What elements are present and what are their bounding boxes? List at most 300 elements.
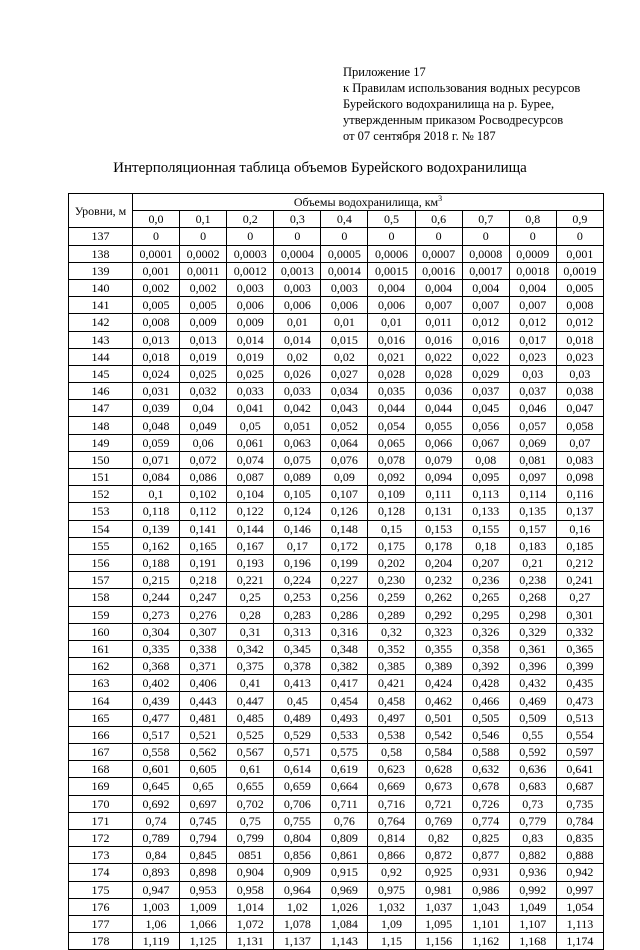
volume-cell: 0,03 <box>509 365 556 382</box>
volume-cell: 0,428 <box>462 675 509 692</box>
volume-cell: 0,396 <box>509 658 556 675</box>
volume-cell: 0,909 <box>274 864 321 881</box>
table-row <box>69 709 604 726</box>
volume-cell: 0,286 <box>321 606 368 623</box>
volume-cell: 0,969 <box>321 881 368 898</box>
volume-cell: 1,15 <box>368 933 415 950</box>
volume-cell: 0,148 <box>321 520 368 537</box>
volume-cell: 0,052 <box>321 417 368 434</box>
volume-cell: 1,02 <box>274 898 321 915</box>
volume-cell: 0,253 <box>274 589 321 606</box>
table-row <box>69 658 604 675</box>
volume-cell: 0,215 <box>133 572 180 589</box>
level-cell: 164 <box>69 692 133 709</box>
volume-cell: 0,023 <box>556 348 603 365</box>
table-row <box>69 778 604 795</box>
volume-cell: 0,58 <box>368 744 415 761</box>
volume-cell: 0,462 <box>415 692 462 709</box>
table-row <box>69 572 604 589</box>
volume-cell: 0,799 <box>227 829 274 846</box>
appendix-line: Бурейского водохранилища на р. Бурее, <box>343 97 555 111</box>
volume-cell: 0,664 <box>321 778 368 795</box>
volume-cell: 0,402 <box>133 675 180 692</box>
level-cell: 147 <box>69 400 133 417</box>
volume-cell: 0,0016 <box>415 262 462 279</box>
table-row <box>69 692 604 709</box>
volume-cell: 0,326 <box>462 623 509 640</box>
volume-cell: 0,517 <box>133 726 180 743</box>
volume-cell: 0,185 <box>556 537 603 554</box>
volume-cell: 0,958 <box>227 881 274 898</box>
volume-cell: 0,382 <box>321 658 368 675</box>
volume-cell: 0,111 <box>415 486 462 503</box>
table-row <box>69 451 604 468</box>
volume-cell: 0,304 <box>133 623 180 640</box>
volume-cell: 0,392 <box>462 658 509 675</box>
column-header: 0,7 <box>462 211 509 228</box>
volume-cell: 0,003 <box>274 279 321 296</box>
level-cell: 167 <box>69 744 133 761</box>
volume-cell: 0,212 <box>556 554 603 571</box>
volume-cell: 0,856 <box>274 847 321 864</box>
level-cell: 176 <box>69 898 133 915</box>
volume-cell: 0,004 <box>509 279 556 296</box>
table-row <box>69 795 604 812</box>
volume-cell: 1,107 <box>509 915 556 932</box>
volume-cell: 0,92 <box>368 864 415 881</box>
volume-cell: 0,162 <box>133 537 180 554</box>
volume-cell: 0,035 <box>368 383 415 400</box>
volume-cell: 0,165 <box>180 537 227 554</box>
table-row <box>69 829 604 846</box>
volume-cell: 0,139 <box>133 520 180 537</box>
volume-cell: 0,049 <box>180 417 227 434</box>
volume-cell: 0,109 <box>368 486 415 503</box>
document-title: Интерполяционная таблица объемов Бурейского водохранилища <box>113 160 527 176</box>
volume-cell: 0,915 <box>321 864 368 881</box>
level-cell: 169 <box>69 778 133 795</box>
volume-cell: 0,230 <box>368 572 415 589</box>
volume-cell: 0,032 <box>180 383 227 400</box>
volume-cell: 0,046 <box>509 400 556 417</box>
column-header: 0,8 <box>509 211 556 228</box>
appendix-line: утвержденным приказом Росводресурсов <box>343 113 564 127</box>
volume-cell: 0,021 <box>368 348 415 365</box>
volume-cell: 0,558 <box>133 744 180 761</box>
volume-cell: 0,659 <box>274 778 321 795</box>
volume-cell: 1,078 <box>274 915 321 932</box>
volume-cell: 0,533 <box>321 726 368 743</box>
volume-cell: 0,0014 <box>321 262 368 279</box>
volume-cell: 0,015 <box>321 331 368 348</box>
volume-cell: 0,041 <box>227 400 274 417</box>
volume-cell: 0,224 <box>274 572 321 589</box>
volume-cell: 0,706 <box>274 795 321 812</box>
table-row <box>69 744 604 761</box>
level-cell: 158 <box>69 589 133 606</box>
volume-cell: 0,784 <box>556 812 603 829</box>
table-row <box>69 864 604 881</box>
volume-cell: 1,037 <box>415 898 462 915</box>
volume-cell: 0,221 <box>227 572 274 589</box>
level-cell: 165 <box>69 709 133 726</box>
volume-cell: 0,019 <box>180 348 227 365</box>
volume-cell: 0,845 <box>180 847 227 864</box>
volume-cell: 0851 <box>227 847 274 864</box>
volume-cell: 0,619 <box>321 761 368 778</box>
volume-cell: 0,417 <box>321 675 368 692</box>
level-cell: 153 <box>69 503 133 520</box>
volume-cell: 0,882 <box>509 847 556 864</box>
volume-cell: 0,044 <box>368 400 415 417</box>
volume-cell: 0,82 <box>415 829 462 846</box>
levels-header: Уровни, м <box>69 194 133 228</box>
volume-cell: 0,505 <box>462 709 509 726</box>
volume-cell: 0,183 <box>509 537 556 554</box>
volume-cell: 0,047 <box>556 400 603 417</box>
volume-cell: 0,064 <box>321 434 368 451</box>
volume-cell: 0,292 <box>415 606 462 623</box>
volume-cell: 0,443 <box>180 692 227 709</box>
volume-cell: 1,137 <box>274 933 321 950</box>
volume-cell: 0,013 <box>180 331 227 348</box>
volume-cell: 0 <box>133 228 180 245</box>
table-row <box>69 228 604 245</box>
volume-cell: 0,0006 <box>368 245 415 262</box>
volume-cell: 0,509 <box>509 709 556 726</box>
volume-cell: 1,066 <box>180 915 227 932</box>
volume-cell: 0,866 <box>368 847 415 864</box>
volume-cell: 0,592 <box>509 744 556 761</box>
volume-cell: 0,004 <box>462 279 509 296</box>
volume-cell: 0,307 <box>180 623 227 640</box>
level-cell: 151 <box>69 469 133 486</box>
volume-cell: 0,562 <box>180 744 227 761</box>
volume-cell: 0,175 <box>368 537 415 554</box>
volume-cell: 0,614 <box>274 761 321 778</box>
volume-cell: 0,0009 <box>509 245 556 262</box>
volume-cell: 0,273 <box>133 606 180 623</box>
volume-cell: 0,083 <box>556 451 603 468</box>
volume-cell: 0,236 <box>462 572 509 589</box>
level-cell: 138 <box>69 245 133 262</box>
volume-cell: 0,124 <box>274 503 321 520</box>
volume-cell: 0,997 <box>556 881 603 898</box>
volume-cell: 0,02 <box>321 348 368 365</box>
volume-cell: 0,385 <box>368 658 415 675</box>
volume-cell: 1,009 <box>180 898 227 915</box>
volume-cell: 0,012 <box>462 314 509 331</box>
volume-cell: 1,09 <box>368 915 415 932</box>
volume-cell: 0,84 <box>133 847 180 864</box>
volume-cell: 0,107 <box>321 486 368 503</box>
volume-cell: 0,489 <box>274 709 321 726</box>
volume-cell: 0,809 <box>321 829 368 846</box>
volume-cell: 0,276 <box>180 606 227 623</box>
volume-cell: 0,702 <box>227 795 274 812</box>
volume-cell: 0,191 <box>180 554 227 571</box>
volume-cell: 0,112 <box>180 503 227 520</box>
volume-cell: 0,632 <box>462 761 509 778</box>
volume-cell: 0,016 <box>462 331 509 348</box>
volume-cell: 0,026 <box>274 365 321 382</box>
volume-cell: 0,368 <box>133 658 180 675</box>
volume-cell: 0,485 <box>227 709 274 726</box>
volume-cell: 0,31 <box>227 623 274 640</box>
level-cell: 177 <box>69 915 133 932</box>
volume-cell: 0,025 <box>227 365 274 382</box>
volume-cell: 0,007 <box>415 297 462 314</box>
volume-cell: 0,029 <box>462 365 509 382</box>
volume-cell: 0,092 <box>368 469 415 486</box>
volume-cell: 0,241 <box>556 572 603 589</box>
volumes-header <box>133 194 604 211</box>
volume-cell: 0,0015 <box>368 262 415 279</box>
table-row <box>69 812 604 829</box>
volume-cell: 0,081 <box>509 451 556 468</box>
volume-cell: 0,0012 <box>227 262 274 279</box>
column-header: 0,4 <box>321 211 368 228</box>
volume-cell: 0,167 <box>227 537 274 554</box>
volume-cell: 0,172 <box>321 537 368 554</box>
volume-cell: 0,835 <box>556 829 603 846</box>
volume-cell: 0,012 <box>556 314 603 331</box>
volume-cell: 0,087 <box>227 469 274 486</box>
volume-cell: 0,153 <box>415 520 462 537</box>
volume-cell: 1,162 <box>462 933 509 950</box>
volume-cell: 0,01 <box>368 314 415 331</box>
volume-cell: 0,028 <box>368 365 415 382</box>
volume-cell: 0,329 <box>509 623 556 640</box>
table-row <box>69 675 604 692</box>
volume-cell: 0,018 <box>133 348 180 365</box>
volume-cell: 0,01 <box>274 314 321 331</box>
volume-cell: 0,006 <box>274 297 321 314</box>
volume-cell: 1,095 <box>415 915 462 932</box>
volume-cell: 0,122 <box>227 503 274 520</box>
volume-cell: 0,406 <box>180 675 227 692</box>
volume-cell: 0,227 <box>321 572 368 589</box>
volume-cell: 0,432 <box>509 675 556 692</box>
volume-cell: 0,575 <box>321 744 368 761</box>
volume-cell: 0,289 <box>368 606 415 623</box>
column-header: 0,2 <box>227 211 274 228</box>
volume-cell: 0,001 <box>133 262 180 279</box>
volume-cell: 0,0004 <box>274 245 321 262</box>
volume-cell: 0,735 <box>556 795 603 812</box>
table-row <box>69 915 604 932</box>
volume-cell: 0,538 <box>368 726 415 743</box>
volume-cell: 0,389 <box>415 658 462 675</box>
volume-cell: 0,008 <box>133 314 180 331</box>
volume-cell: 0,006 <box>368 297 415 314</box>
volume-cell: 0,048 <box>133 417 180 434</box>
volume-cell: 0,925 <box>415 864 462 881</box>
volume-cell: 0,0011 <box>180 262 227 279</box>
volume-cell: 0,497 <box>368 709 415 726</box>
volume-cell: 0,204 <box>415 554 462 571</box>
volume-cell: 0,244 <box>133 589 180 606</box>
table-row <box>69 520 604 537</box>
level-cell: 170 <box>69 795 133 812</box>
volume-cell: 0,726 <box>462 795 509 812</box>
level-cell: 166 <box>69 726 133 743</box>
volume-cell: 0,697 <box>180 795 227 812</box>
volume-cell: 0,678 <box>462 778 509 795</box>
table-row <box>69 606 604 623</box>
volume-table <box>68 193 604 950</box>
volume-cell: 0,071 <box>133 451 180 468</box>
volume-cell: 0,007 <box>462 297 509 314</box>
volume-cell: 0,069 <box>509 434 556 451</box>
volume-cell: 0,155 <box>462 520 509 537</box>
volume-cell: 0,004 <box>415 279 462 296</box>
volume-cell: 0,011 <box>415 314 462 331</box>
volume-cell: 0,0013 <box>274 262 321 279</box>
volume-cell: 0,774 <box>462 812 509 829</box>
table-row <box>69 761 604 778</box>
volume-cell: 0,371 <box>180 658 227 675</box>
level-cell: 141 <box>69 297 133 314</box>
volume-cell: 0,262 <box>415 589 462 606</box>
volume-cell: 0 <box>274 228 321 245</box>
volume-cell: 0,003 <box>227 279 274 296</box>
column-header: 0,1 <box>180 211 227 228</box>
volume-cell: 0,338 <box>180 640 227 657</box>
level-cell: 145 <box>69 365 133 382</box>
volume-cell: 0,113 <box>462 486 509 503</box>
appendix-line: к Правилам использования водных ресурсов <box>343 81 581 95</box>
level-cell: 161 <box>69 640 133 657</box>
table-row <box>69 331 604 348</box>
level-cell: 140 <box>69 279 133 296</box>
volume-cell: 0,008 <box>556 297 603 314</box>
column-header: 0,9 <box>556 211 603 228</box>
volume-cell: 0,361 <box>509 640 556 657</box>
table-row <box>69 554 604 571</box>
volume-cell: 0,41 <box>227 675 274 692</box>
volume-cell: 0,03 <box>556 365 603 382</box>
volume-cell: 0,045 <box>462 400 509 417</box>
volume-cell: 0,769 <box>415 812 462 829</box>
column-header-row <box>69 211 604 228</box>
volume-cell: 0,571 <box>274 744 321 761</box>
level-cell: 163 <box>69 675 133 692</box>
volume-cell: 0,078 <box>368 451 415 468</box>
volume-cell: 0,335 <box>133 640 180 657</box>
volume-cell: 0,01 <box>321 314 368 331</box>
column-header: 0,6 <box>415 211 462 228</box>
volume-cell: 0,21 <box>509 554 556 571</box>
volume-cell: 0,259 <box>368 589 415 606</box>
volume-cell: 0,466 <box>462 692 509 709</box>
volume-cell: 0,27 <box>556 589 603 606</box>
volume-cell: 0,09 <box>321 469 368 486</box>
volume-cell: 0,378 <box>274 658 321 675</box>
level-cell: 178 <box>69 933 133 950</box>
volume-cell: 0,673 <box>415 778 462 795</box>
volume-cell: 0,789 <box>133 829 180 846</box>
volume-cell: 1,043 <box>462 898 509 915</box>
volume-cell: 0,065 <box>368 434 415 451</box>
level-cell: 137 <box>69 228 133 245</box>
table-body <box>69 228 604 950</box>
volume-cell: 0,481 <box>180 709 227 726</box>
volume-cell: 0,683 <box>509 778 556 795</box>
volume-cell: 0,435 <box>556 675 603 692</box>
table-row <box>69 417 604 434</box>
volume-cell: 0,067 <box>462 434 509 451</box>
column-header: 0,0 <box>133 211 180 228</box>
volume-cell: 0,904 <box>227 864 274 881</box>
volume-cell: 0,04 <box>180 400 227 417</box>
level-cell: 172 <box>69 829 133 846</box>
volume-cell: 0,037 <box>462 383 509 400</box>
volume-cell: 0,051 <box>274 417 321 434</box>
volume-cell: 0,601 <box>133 761 180 778</box>
volume-cell: 0,017 <box>509 331 556 348</box>
table-row <box>69 589 604 606</box>
volume-cell: 0,992 <box>509 881 556 898</box>
table-row <box>69 434 604 451</box>
volume-cell: 0,83 <box>509 829 556 846</box>
table-row <box>69 314 604 331</box>
volume-cell: 0,075 <box>274 451 321 468</box>
volume-cell: 0,975 <box>368 881 415 898</box>
volume-cell: 0,421 <box>368 675 415 692</box>
volume-cell: 0,002 <box>180 279 227 296</box>
volume-cell: 0,0001 <box>133 245 180 262</box>
volume-cell: 0,947 <box>133 881 180 898</box>
volume-cell: 0,118 <box>133 503 180 520</box>
level-cell: 149 <box>69 434 133 451</box>
volume-cell: 0,056 <box>462 417 509 434</box>
volume-cell: 1,014 <box>227 898 274 915</box>
volume-cell: 0,202 <box>368 554 415 571</box>
volume-cell: 0,521 <box>180 726 227 743</box>
volume-cell: 0,001 <box>556 245 603 262</box>
volume-cell: 0,25 <box>227 589 274 606</box>
table-row <box>69 726 604 743</box>
volume-cell: 0,058 <box>556 417 603 434</box>
volume-cell: 0,439 <box>133 692 180 709</box>
level-cell: 173 <box>69 847 133 864</box>
volume-cell: 0,196 <box>274 554 321 571</box>
volume-cell: 1,156 <box>415 933 462 950</box>
volume-cell: 0,009 <box>180 314 227 331</box>
volume-cell: 0,447 <box>227 692 274 709</box>
volume-cell: 0,554 <box>556 726 603 743</box>
volume-cell: 0,014 <box>274 331 321 348</box>
volume-cell: 0,454 <box>321 692 368 709</box>
table-row <box>69 383 604 400</box>
volume-cell: 0,265 <box>462 589 509 606</box>
volume-cell: 0,013 <box>133 331 180 348</box>
volume-cell: 0,006 <box>227 297 274 314</box>
volume-cell: 0,15 <box>368 520 415 537</box>
level-cell: 139 <box>69 262 133 279</box>
volume-cell: 0,779 <box>509 812 556 829</box>
volume-cell: 0,17 <box>274 537 321 554</box>
volume-cell: 0,066 <box>415 434 462 451</box>
volume-cell: 0,745 <box>180 812 227 829</box>
volume-cell: 0,645 <box>133 778 180 795</box>
volume-cell: 0,133 <box>462 503 509 520</box>
volume-cell: 0,0007 <box>415 245 462 262</box>
table-row <box>69 898 604 915</box>
volume-cell: 0,034 <box>321 383 368 400</box>
volume-cell: 0,044 <box>415 400 462 417</box>
